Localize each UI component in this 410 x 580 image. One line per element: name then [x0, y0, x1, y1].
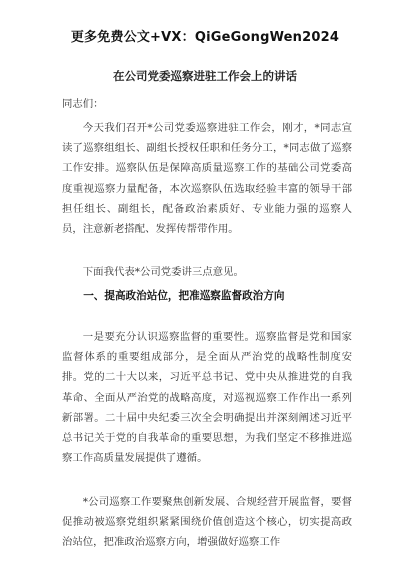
paragraph-three-points: 下面我代表*公司党委讲三点意见。	[82, 266, 244, 278]
section-heading-1: 一、提高政治站位，把准巡察监督政治方向	[83, 290, 285, 302]
document-title: 在公司党委巡察进驻工作会上的讲话	[113, 69, 297, 83]
paragraph-intro: 今天我们召开*公司党委巡察进驻工作会，刚才，*同志宣读了巡察组组长、副组长授权任职和任务分工，*同志做了巡察工作安排。巡察队伍是保障高质量巡察工作的基础公司党委高度重视巡察力量配备，本次巡察队伍选取经验丰富的领导干部担任组长、副组长，配备政治素质好、专业能力强的巡察人员，注意新老搭配、发挥传帮带作用。	[62, 122, 352, 236]
salutation: 同志们：	[62, 98, 104, 110]
section1-paragraph-2: *公司巡察工作要聚焦创新发展、合规经营开展监督，要督促推动被巡察党组织紧紧围绕价值创造这个核心，切实提高政治站位，把准政治巡察方向，增强做好巡察工作	[62, 496, 352, 549]
watermark-text: 更多免费公文+VX：QiGeGongWen2024	[70, 30, 340, 45]
section1-paragraph-1: 一是要充分认识巡察监督的重要性。巡察监督是党和国家监督体系的重要组成部分，是全面从严治党的战略性制度安排。党的二十大以来，习近平总书记、党中央从推进党的自我革命、全面从严治党的战略高度，对巡视巡察工作作出一系列新部署。二十届中央纪委三次全会明确提出并深刻阐述习近平总书记关于党的自我革命的重要思想，为我们坚定不移推进巡察工作高质量发展提供了遵循。	[62, 331, 352, 465]
